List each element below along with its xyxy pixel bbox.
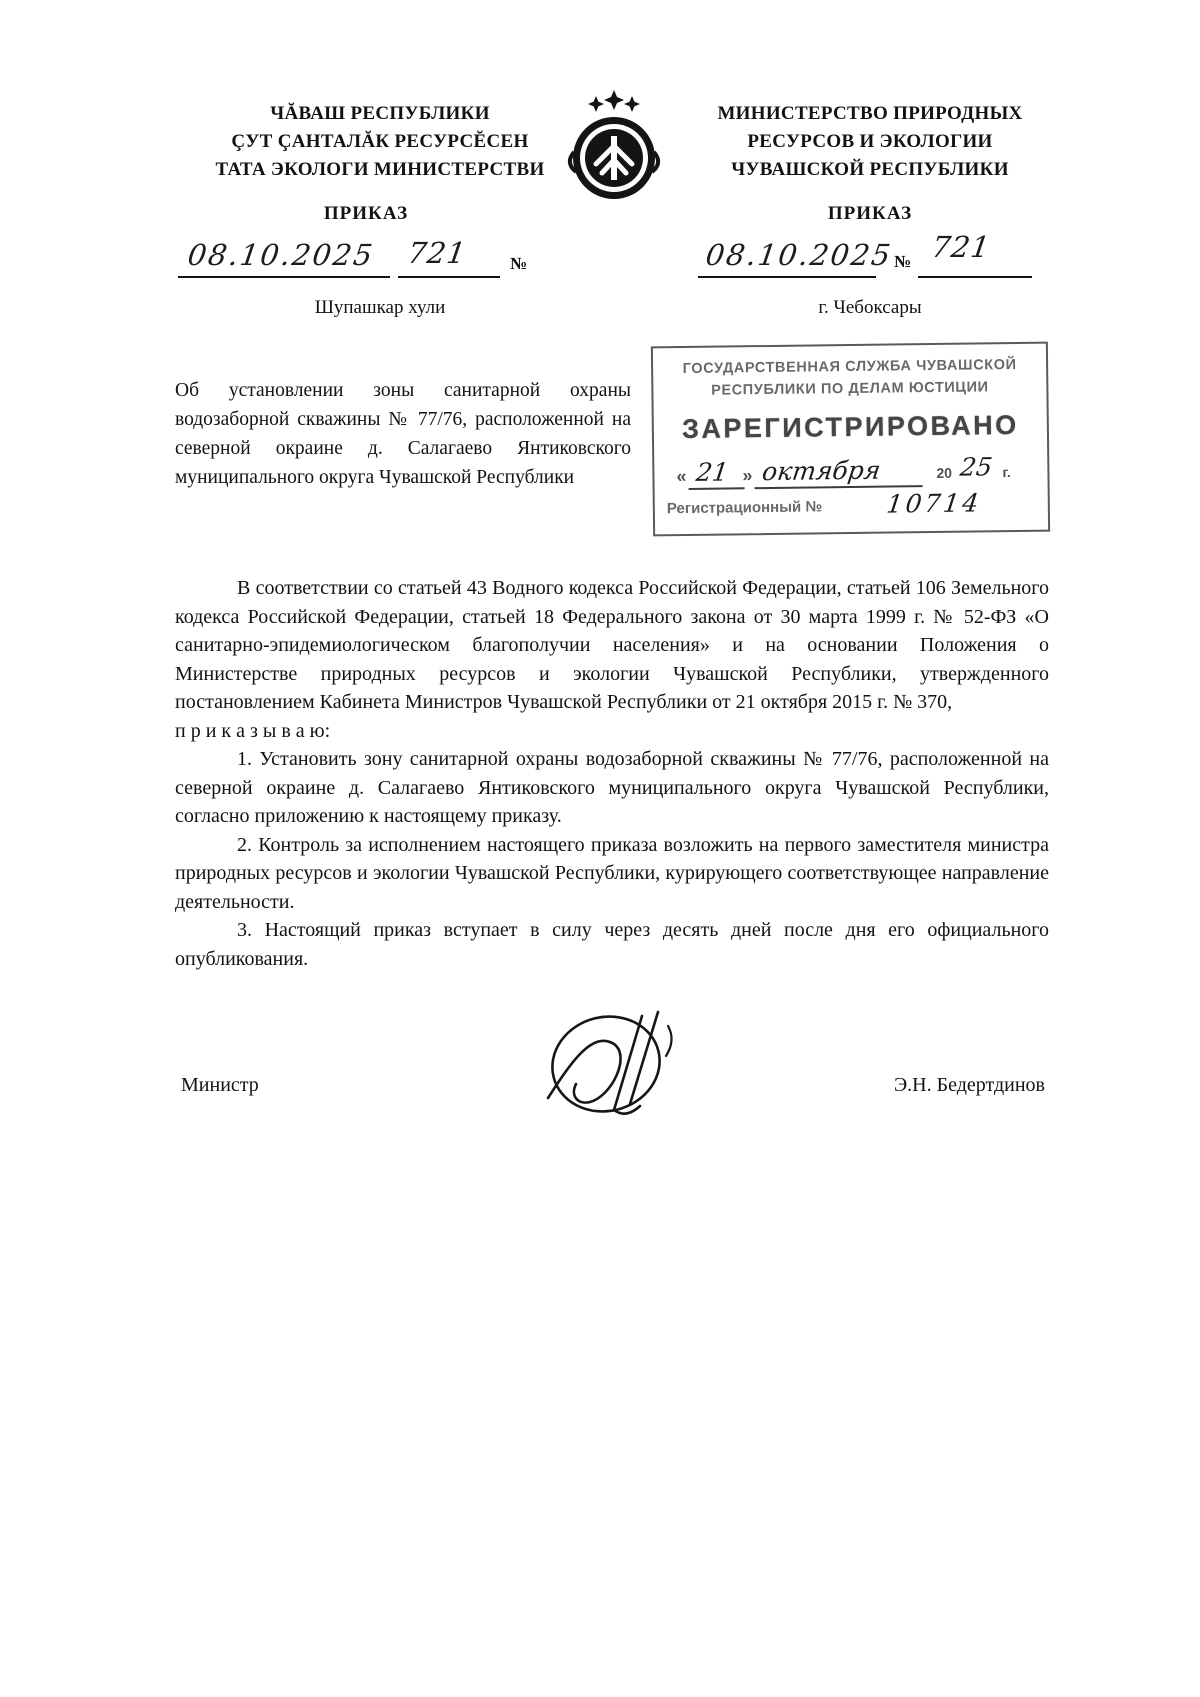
city-left: Шупашкар хули bbox=[314, 297, 446, 318]
stamp-registration-row bbox=[666, 488, 1040, 519]
org-name-line: МИНИСТЕРСТВО ПРИРОДНЫХ bbox=[717, 103, 1023, 124]
doc-type-left: ПРИКАЗ bbox=[323, 203, 409, 224]
order-body bbox=[175, 574, 1049, 973]
org-name-line: РЕСУРСОВ И ЭКОЛОГИИ bbox=[747, 131, 993, 152]
stamp-agency-line-2: РЕСПУБЛИКИ ПО ДЕЛАМ ЮСТИЦИИ bbox=[711, 379, 989, 399]
number-underline-left bbox=[398, 276, 500, 278]
handwritten-date-right: 08.10.2025 bbox=[703, 238, 895, 272]
org-name-line: ЧĂВАШ РЕСПУБЛИКИ bbox=[270, 103, 490, 124]
stamp-reg-number-handwritten: 10714 bbox=[884, 488, 984, 519]
body-paragraph: В соответствии со статьей 43 Водного кодекса Российской Федерации, статьей 106 Земельного кодекса Российской Федерации, статьей 18 Федерального закона от 30 марта 1999 г. № 52-ФЗ «О санитарно-эпидемиологическом благополучии населения» и на основании Положения о Министерстве природных ресурсов и экологии Чувашской Республики, утвержденного постановлением Кабинета Министров Чувашской Республики от 21 октября 2015 г. № 370, bbox=[175, 577, 1049, 713]
stamp-month-handwritten: октября bbox=[760, 455, 883, 487]
org-name-line: ЧУВАШСКОЙ РЕСПУБЛИКИ bbox=[731, 159, 1009, 180]
body-paragraph: 2. Контроль за исполнением настоящего приказа возложить на первого заместителя министра природных ресурсов и экологии Чувашской Республики, курирующего соответствующее направление деятельности. bbox=[175, 833, 1049, 913]
date-underline-right bbox=[698, 276, 876, 278]
stamp-quote-close: » bbox=[742, 465, 753, 486]
number-sign-left: № bbox=[510, 254, 528, 273]
body-paragraph: 3. Настоящий приказ вступает в силу через десять дней после дня его официального опубликования. bbox=[175, 919, 1049, 970]
date-underline-left bbox=[178, 276, 390, 278]
doc-type-right: ПРИКАЗ bbox=[827, 203, 913, 224]
registration-stamp bbox=[651, 342, 1050, 537]
handwritten-number-left: 721 bbox=[405, 236, 469, 270]
minister-title: Министр bbox=[181, 1074, 259, 1096]
stamp-quote-open: « bbox=[676, 466, 687, 487]
org-name-line: ÇУТ ÇАНТАЛĂК РЕСУРСĔСЕН bbox=[231, 131, 529, 152]
stamp-reg-number-label: Регистрационный № bbox=[666, 498, 823, 518]
order-subject: Об установлении зоны санитарной охраны водозаборной скважины № 77/76, расположенной на северной окраине д. Салагаево Янтиковского муниципального округа Чувашской Республики bbox=[175, 380, 631, 488]
stamp-day-handwritten: 21 bbox=[694, 457, 731, 487]
number-sign-right: № bbox=[894, 252, 912, 271]
body-paragraph: 1. Установить зону санитарной охраны водозаборной скважины № 77/76, расположенной на северной окраине д. Салагаево Янтиковского муниципального округа Чувашской Республики, согласно приложению к настоящему приказу. bbox=[175, 748, 1049, 827]
minister-signature-icon bbox=[518, 998, 708, 1136]
number-underline-right bbox=[918, 276, 1032, 278]
org-name-chuvash bbox=[200, 100, 560, 184]
stamp-year-prefix: 20 bbox=[936, 464, 953, 481]
coat-of-arms-icon bbox=[563, 90, 665, 208]
stamp-registered-label: ЗАРЕГИСТРИРОВАНО bbox=[681, 409, 1019, 445]
org-name-russian bbox=[690, 100, 1050, 184]
stamp-agency-line-1: ГОСУДАРСТВЕННАЯ СЛУЖБА ЧУВАШСКОЙ bbox=[682, 356, 1017, 378]
minister-name: Э.Н. Бедертдинов bbox=[893, 1074, 1045, 1096]
body-paragraph-orders: п р и к а з ы в а ю: bbox=[175, 719, 331, 742]
stamp-year-handwritten: 25 bbox=[958, 452, 995, 482]
handwritten-date-left: 08.10.2025 bbox=[185, 238, 377, 272]
org-name-line: ТАТА ЭКОЛОГИ МИНИСТЕРСТВИ bbox=[215, 159, 545, 180]
handwritten-number-right: 721 bbox=[929, 230, 993, 264]
city-right: г. Чебоксары bbox=[818, 297, 922, 318]
stamp-year-suffix: г. bbox=[1002, 464, 1011, 481]
